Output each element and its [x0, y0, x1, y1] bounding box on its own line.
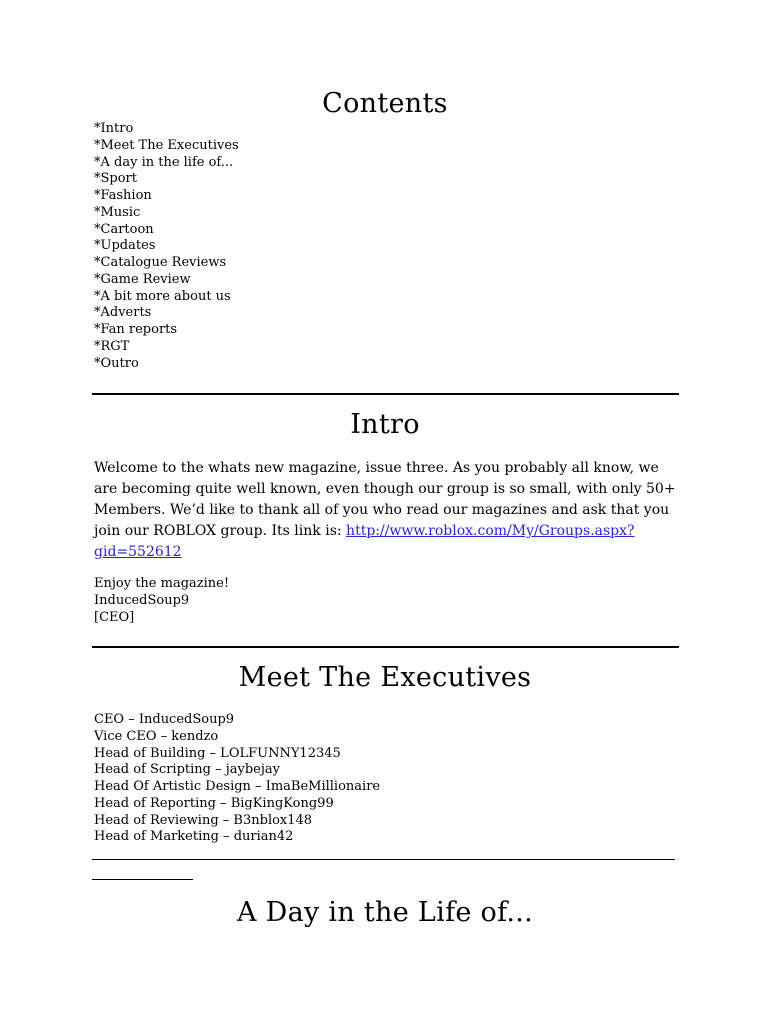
contents-item: *RGT: [94, 338, 130, 354]
contents-list: [94, 121, 239, 372]
contents-item: *Intro: [94, 121, 134, 136]
executive-item: Head of Marketing – durian42: [94, 829, 294, 845]
executive-item: Head of Building – LOLFUNNY12345: [94, 745, 341, 761]
contents-item: *Music: [94, 204, 141, 220]
contents-heading: Contents: [322, 88, 448, 119]
contents-item: *Fashion: [94, 188, 152, 203]
contents-item: *Adverts: [94, 305, 152, 321]
section-divider: [92, 859, 675, 860]
section-divider: [92, 393, 679, 395]
executive-item: Head Of Artistic Design – ImaBeMillionaire: [94, 779, 381, 794]
executive-item: Head of Reporting – BigKingKong99: [94, 795, 334, 811]
executive-item: CEO – InducedSoup9: [94, 712, 235, 727]
roblox-group-link[interactable]: http://www.roblox.com/My/Groups.aspx?gid=552612: [94, 523, 635, 560]
closing-text: Enjoy the magazine!: [94, 576, 230, 591]
section-divider: [92, 646, 679, 648]
intro-text: Welcome to the whats new magazine, issue three. As you probably all know, we are becoming quite well known, even though our group is so small, with only 50+ Members. We’d like to thank all of you who read our magazines and ask that you join our ROBLOX group. Its link is:: [94, 460, 676, 539]
author-name: InducedSoup9: [94, 592, 190, 608]
intro-heading: Intro: [350, 409, 420, 440]
contents-item: *Sport: [94, 171, 137, 187]
executive-item: Head of Scripting – jaybejay: [94, 762, 280, 778]
author-role: [CEO]: [94, 609, 135, 625]
contents-item: *Catalogue Reviews: [94, 255, 227, 270]
contents-item: *Meet The Executives: [94, 137, 239, 153]
contents-item: *A day in the life of...: [94, 154, 234, 170]
short-divider: [92, 879, 193, 880]
intro-signoff: [94, 576, 229, 626]
contents-item: *A bit more about us: [94, 288, 231, 304]
day-in-life-heading: A Day in the Life of...: [236, 897, 534, 928]
executive-item: Head of Reviewing – B3nblox148: [94, 812, 313, 828]
contents-item: *Outro: [94, 355, 139, 371]
contents-item: *Cartoon: [94, 221, 154, 237]
contents-item: *Fan reports: [94, 322, 178, 337]
contents-item: *Updates: [94, 238, 156, 254]
intro-paragraph: [94, 458, 684, 563]
executives-list: [94, 712, 380, 846]
contents-item: *Game Review: [94, 271, 191, 287]
executives-heading: Meet The Executives: [238, 662, 532, 693]
executive-item: Vice CEO – kendzo: [94, 728, 219, 744]
